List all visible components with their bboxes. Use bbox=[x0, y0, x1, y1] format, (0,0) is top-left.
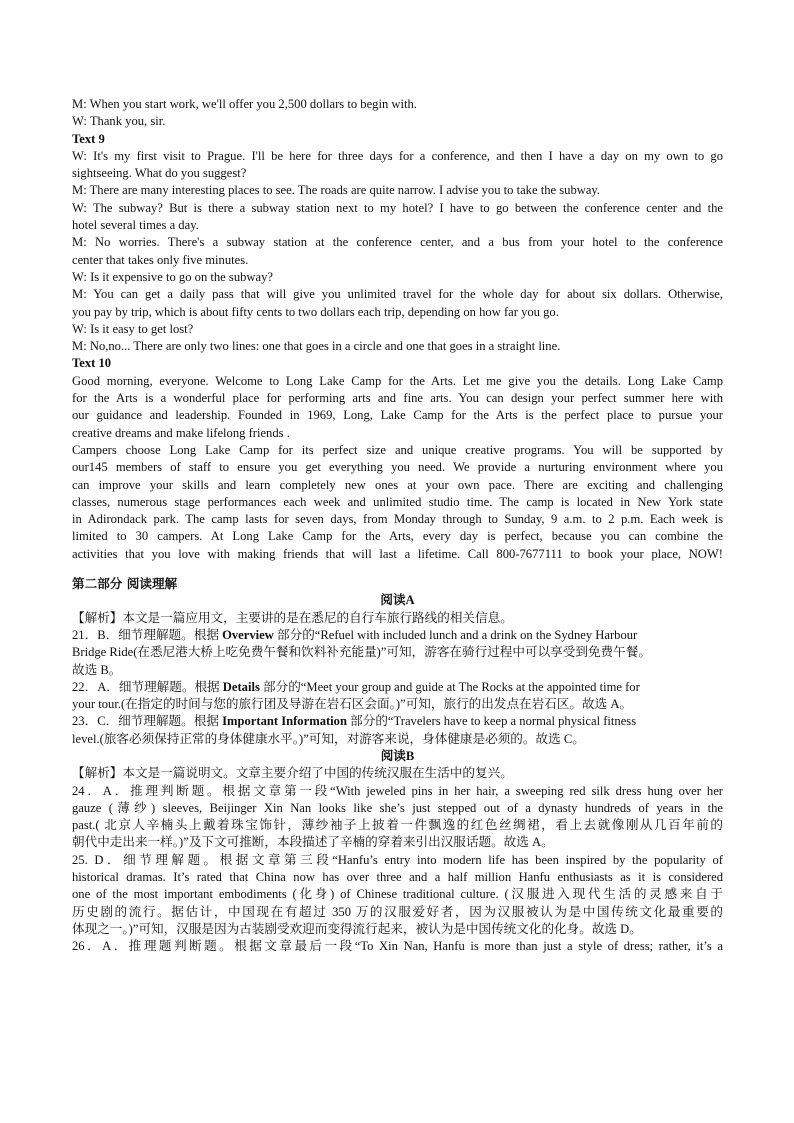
text-line: M: No worries. There's a subway station at the conference center, and a bus from your hotel to the conference bbox=[72, 235, 723, 250]
part2-title: 第二部分 阅读理解 bbox=[72, 576, 178, 592]
text-line: 25. D．细节理解题。根据文章第三段“Hanfu’s entry into modern life has been inspired by the popularity of bbox=[72, 852, 723, 867]
section-gap bbox=[72, 563, 723, 575]
text-line: level.(旅客必须保持正常的身体健康水平。)”可知，对游客来说，身体健康是必须的。故选 C。 bbox=[72, 731, 585, 746]
text-line: M: There are many interesting places to see. The roads are quite narrow. I advise you to take the subway. bbox=[72, 183, 601, 198]
reading-b-body bbox=[72, 765, 723, 955]
text9-preamble bbox=[72, 96, 723, 131]
text-line: Campers choose Long Lake Camp for its perfect size and unique creative programs. You will be supported by bbox=[72, 442, 723, 457]
text-line: past.( 北京人辛楠头上戴着珠宝饰针，薄纱袖子上披着一件飘逸的红色丝绸裙，看上去就像刚从几百年前的 bbox=[72, 818, 723, 833]
text-line: 故选 B。 bbox=[72, 662, 122, 677]
reading-a-body bbox=[72, 610, 723, 748]
text-line: in Adirondack park. The camp lasts for seven days, from Monday through to Sunday, 9 a.m. to 2 p.m. Each week is bbox=[72, 512, 723, 527]
text10-title: Text 10 bbox=[72, 356, 112, 371]
reading-b-title: 阅读B bbox=[380, 748, 415, 763]
text-line: M: You can get a daily pass that will give you unlimited travel for the whole day for about six dollars. Otherwise, bbox=[72, 287, 723, 302]
text-line: 【解析】本文是一篇应用文，主要讲的是在悉尼的自行车旅行路线的相关信息。 bbox=[72, 610, 513, 625]
text-line: classes, numerous stage performances each week and unlimited studio time. The camp is located in New York state bbox=[72, 494, 723, 509]
text-line: 21．B．细节理解题。根据 Overview 部分的“Refuel with included lunch and a drink on the Sydney Harbour bbox=[72, 627, 638, 642]
text9-title: Text 9 bbox=[72, 131, 105, 146]
text-line: activities that you love with making friends that will last a lifetime. Call 800-7677111 to book your place, NOW! bbox=[72, 546, 723, 561]
reading-a-title: 阅读A bbox=[380, 593, 415, 608]
text-line: center that takes only five minutes. bbox=[72, 252, 249, 267]
text-line: 26．A．推理题判断题。根据文章最后一段“To Xin Nan, Hanfu is more than just a style of dress; rather, it’s a bbox=[72, 939, 723, 954]
text-line: you pay by trip, which is about fifty cents to two dollars each trip, depending on how far you go. bbox=[72, 304, 559, 319]
text-line: limited to 30 campers. At Long Lake Camp for the Arts, every day is perfect, because you can combine the bbox=[72, 529, 723, 544]
text-line: Good morning, everyone. Welcome to Long Lake Camp for the Arts. Let me give you the details. Long Lake Camp bbox=[72, 373, 723, 388]
text-line: Bridge Ride(在悉尼港大桥上吃免费午餐和饮料补充能量)”可知，游客在骑行过程中可以享受到免费午餐。 bbox=[72, 645, 651, 660]
text-line: can improve your skills and learn completely new ones at your own pace. There are exciting and challenging bbox=[72, 477, 723, 492]
text-line: our guidance and leadership. Founded in 1969, Long, Lake Camp for the Arts is the perfect place to pursue your bbox=[72, 408, 723, 423]
text-line: creative dreams and make lifelong friends . bbox=[72, 425, 290, 440]
text-line: 【解析】本文是一篇说明文。文章主要介绍了中国的传统汉服在生活中的复兴。 bbox=[72, 766, 513, 781]
text-line: 23．C．细节理解题。根据 Important Information 部分的“Travelers have to keep a normal physical fitness bbox=[72, 714, 637, 729]
text-line: 22．A．细节理解题。根据 Details 部分的“Meet your group and guide at The Rocks at the appointed time for bbox=[72, 679, 640, 694]
text-line: historical dramas. It’s rated that China now has over three and a half million Hanfu enthusiasts as it is considered bbox=[72, 870, 723, 885]
text-line: W: Is it expensive to go on the subway? bbox=[72, 269, 273, 284]
text-line: W: Is it easy to get lost? bbox=[72, 321, 194, 336]
text-line: M: When you start work, we'll offer you 2,500 dollars to begin with. bbox=[72, 97, 417, 111]
text-line: W: The subway? But is there a subway station next to my hotel? I have to go between the conference center and the bbox=[72, 200, 723, 215]
text-line: our145 members of staff to ensure you get everything you need. We provide a nurturing environment where you bbox=[72, 460, 723, 475]
text-line: sightseeing. What do you suggest? bbox=[72, 166, 247, 181]
text-line: M: No,no... There are only two lines: one that goes in a circle and one that goes in a straight line. bbox=[72, 339, 561, 354]
text-line: one of the most important embodiments (化身) of Chinese traditional culture. (汉服进入现代生活的灵感来自于 bbox=[72, 887, 723, 902]
text-line: hotel several times a day. bbox=[72, 218, 199, 233]
text10-body bbox=[72, 373, 723, 563]
text-line: 朝代中走出来一样。)”及下文可推断，本段描述了辛楠的穿着来引出汉服话题。故选 A。 bbox=[72, 835, 554, 850]
text-line: 24．A．推理判断题。根据文章第一段“With jeweled pins in her hair, a sweeping red silk dress hung over her bbox=[72, 783, 723, 798]
text-line: 体现之一。)”可知，汉服是因为古装剧受欢迎而变得流行起来，被认为是中国传统文化的化身。故选 D。 bbox=[72, 921, 642, 936]
text-line: your tour.(在指定的时间与您的旅行团及导游在岩石区会面。)”可知，旅行的出发点在岩石区。故选 A。 bbox=[72, 697, 633, 712]
text-line: for the Arts is a wonderful place for performing arts and fine arts. You can design your perfect summer here with bbox=[72, 391, 723, 406]
document-page bbox=[72, 96, 723, 956]
text-line: W: It's my first visit to Prague. I'll be here for three days for a conference, and then I have a day on my own to go bbox=[72, 148, 723, 163]
text-line: gauze (薄纱) sleeves, Beijinger Xin Nan looks like she’s just stepped out of a dynasty hundreds of years in the bbox=[72, 800, 723, 815]
text-line: 历史剧的流行。据估计，中国现在有超过 350 万的汉服爱好者，因为汉服被认为是中国传统文化最重要的 bbox=[72, 904, 723, 919]
text9-body bbox=[72, 148, 723, 356]
text-line: W: Thank you, sir. bbox=[72, 114, 166, 129]
